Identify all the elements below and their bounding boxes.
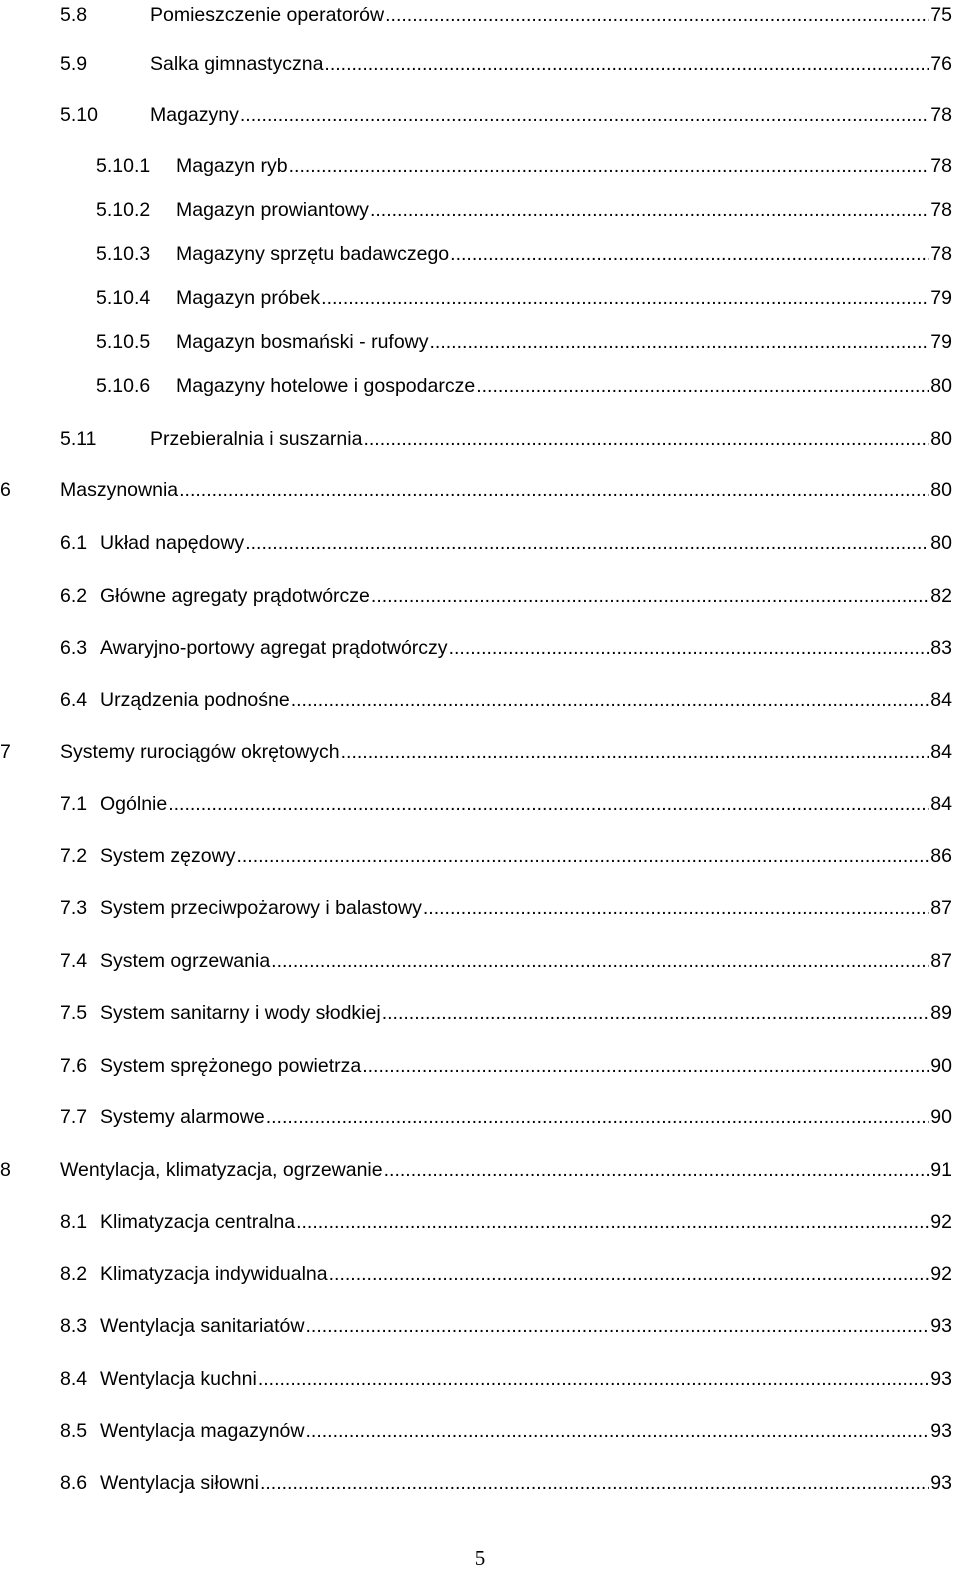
toc-entry-title: Układ napędowy bbox=[100, 532, 245, 554]
toc-entry-number: 6.4 bbox=[60, 689, 88, 711]
dot-leader bbox=[240, 100, 929, 130]
toc-entry-title: Magazyny bbox=[150, 104, 239, 126]
toc-entry[interactable] bbox=[60, 100, 952, 130]
toc-entry-title: Magazyn bosmański - rufowy bbox=[176, 331, 429, 353]
toc-entry-page: 80 bbox=[930, 532, 952, 554]
toc-entry-page: 76 bbox=[930, 53, 952, 75]
toc-entry[interactable] bbox=[60, 424, 952, 454]
toc-entry-number: 6 bbox=[0, 479, 11, 501]
toc-entry-number: 5.10.6 bbox=[96, 375, 151, 397]
toc-entry[interactable] bbox=[60, 946, 952, 976]
toc-entry-page: 82 bbox=[930, 585, 952, 607]
dot-leader bbox=[291, 685, 930, 715]
toc-entry[interactable] bbox=[96, 371, 952, 401]
toc-entry[interactable] bbox=[60, 1364, 952, 1394]
toc-entry-number: 5.10.1 bbox=[96, 155, 151, 177]
dot-leader bbox=[289, 151, 930, 181]
toc-entry-page: 84 bbox=[930, 741, 952, 763]
toc-entry[interactable] bbox=[60, 1311, 952, 1341]
toc-entry-number: 7.6 bbox=[60, 1055, 88, 1077]
toc-entry[interactable] bbox=[60, 1259, 952, 1289]
toc-entry-page: 78 bbox=[930, 243, 952, 265]
toc-entry-page: 90 bbox=[930, 1055, 952, 1077]
toc-entry-number: 5.9 bbox=[60, 53, 88, 75]
dot-leader bbox=[385, 0, 929, 30]
dot-leader bbox=[236, 841, 929, 871]
toc-entry-page: 87 bbox=[930, 897, 952, 919]
toc-entry-title: Magazyn ryb bbox=[176, 155, 288, 177]
toc-entry-number: 5.10.4 bbox=[96, 287, 151, 309]
toc-entry-title: Wentylacja, klimatyzacja, ogrzewanie bbox=[60, 1159, 383, 1181]
toc-entry-page: 78 bbox=[930, 104, 952, 126]
toc-entry-page: 89 bbox=[930, 1002, 952, 1024]
dot-leader bbox=[329, 1259, 930, 1289]
toc-entry-page: 90 bbox=[930, 1106, 952, 1128]
toc-entry[interactable] bbox=[0, 737, 952, 767]
toc-entry-page: 93 bbox=[930, 1368, 952, 1390]
dot-leader bbox=[321, 283, 929, 313]
toc-entry-number: 7.1 bbox=[60, 793, 88, 815]
dot-leader bbox=[363, 424, 929, 454]
dot-leader bbox=[341, 737, 930, 767]
toc-entry[interactable] bbox=[60, 789, 952, 819]
toc-entry[interactable] bbox=[96, 327, 952, 357]
toc-entry-page: 83 bbox=[930, 637, 952, 659]
toc-entry-title: Systemy alarmowe bbox=[100, 1106, 265, 1128]
dot-leader bbox=[450, 239, 929, 269]
toc-entry[interactable] bbox=[60, 685, 952, 715]
dot-leader bbox=[384, 1155, 930, 1185]
dot-leader bbox=[266, 1102, 930, 1132]
dot-leader bbox=[271, 946, 929, 976]
dot-leader bbox=[430, 327, 930, 357]
toc-entry-page: 80 bbox=[930, 479, 952, 501]
toc-entry-number: 8.3 bbox=[60, 1315, 88, 1337]
dot-leader bbox=[168, 789, 929, 819]
dot-leader bbox=[371, 581, 929, 611]
toc-entry-number: 6.1 bbox=[60, 532, 88, 554]
toc-entry[interactable] bbox=[60, 633, 952, 663]
toc-entry-title: Magazyn prowiantowy bbox=[176, 199, 369, 221]
toc-entry-number: 8.4 bbox=[60, 1368, 88, 1390]
dot-leader bbox=[260, 1468, 929, 1498]
toc-entry-number: 8.1 bbox=[60, 1211, 88, 1233]
dot-leader bbox=[362, 1051, 929, 1081]
toc-entry-page: 92 bbox=[930, 1211, 952, 1233]
dot-leader bbox=[179, 475, 929, 505]
toc-entry-number: 7.4 bbox=[60, 950, 88, 972]
toc-entry-number: 5.10.3 bbox=[96, 243, 151, 265]
toc-entry[interactable] bbox=[60, 1207, 952, 1237]
toc-entry-page: 80 bbox=[930, 375, 952, 397]
toc-entry-title: Magazyn próbek bbox=[176, 287, 321, 309]
toc-entry[interactable] bbox=[0, 1155, 952, 1185]
toc-entry[interactable] bbox=[60, 841, 952, 871]
toc-entry[interactable] bbox=[60, 49, 952, 79]
toc-entry-page: 91 bbox=[930, 1159, 952, 1181]
toc-entry-number: 5.10 bbox=[60, 104, 98, 126]
toc-entry-page: 84 bbox=[930, 689, 952, 711]
toc-entry-title: System przeciwpożarowy i balastowy bbox=[100, 897, 422, 919]
toc-entry[interactable] bbox=[96, 151, 952, 181]
toc-entry-title: Maszynownia bbox=[60, 479, 179, 501]
toc-entry[interactable] bbox=[60, 1102, 952, 1132]
toc-entry[interactable] bbox=[60, 1051, 952, 1081]
toc-entry[interactable] bbox=[60, 998, 952, 1028]
toc-entry-title: Systemy rurociągów okrętowych bbox=[60, 741, 340, 763]
toc-entry-number: 8 bbox=[0, 1159, 11, 1181]
toc-entry-title: Wentylacja siłowni bbox=[100, 1472, 259, 1494]
page-number: 5 bbox=[474, 1546, 486, 1570]
dot-leader bbox=[305, 1416, 929, 1446]
dot-leader bbox=[423, 893, 929, 923]
toc-entry-page: 78 bbox=[930, 199, 952, 221]
toc-entry-title: Główne agregaty prądotwórcze bbox=[100, 585, 370, 607]
dot-leader bbox=[382, 998, 930, 1028]
toc-entry[interactable] bbox=[60, 1416, 952, 1446]
toc-entry-title: Urządzenia podnośne bbox=[100, 689, 290, 711]
toc-entry-title: Salka gimnastyczna bbox=[150, 53, 324, 75]
toc-entry-number: 5.10.2 bbox=[96, 199, 151, 221]
toc-entry-title: System ogrzewania bbox=[100, 950, 271, 972]
toc-entry-number: 5.11 bbox=[60, 428, 97, 450]
toc-entry-title: System sanitarny i wody słodkiej bbox=[100, 1002, 381, 1024]
toc-entry-number: 6.3 bbox=[60, 637, 88, 659]
toc-entry-title: Magazyny hotelowe i gospodarcze bbox=[176, 375, 476, 397]
dot-leader bbox=[296, 1207, 929, 1237]
toc-entry[interactable] bbox=[96, 195, 952, 225]
toc-entry-title: Wentylacja magazynów bbox=[100, 1420, 305, 1442]
toc-entry-page: 79 bbox=[930, 331, 952, 353]
toc-entry-page: 75 bbox=[930, 4, 952, 26]
toc-entry-number: 7.3 bbox=[60, 897, 88, 919]
toc-entry[interactable] bbox=[0, 475, 952, 505]
toc-entry-title: Ogólnie bbox=[100, 793, 168, 815]
toc-entry-page: 93 bbox=[930, 1472, 952, 1494]
toc-entry-page: 80 bbox=[930, 428, 952, 450]
toc-entry-page: 84 bbox=[930, 793, 952, 815]
toc-entry-title: System zęzowy bbox=[100, 845, 236, 867]
toc-entry-title: Klimatyzacja indywidualna bbox=[100, 1263, 328, 1285]
dot-leader bbox=[305, 1311, 929, 1341]
toc-entry-number: 8.5 bbox=[60, 1420, 88, 1442]
dot-leader bbox=[370, 195, 929, 225]
dot-leader bbox=[245, 528, 929, 558]
toc-entry-title: System sprężonego powietrza bbox=[100, 1055, 362, 1077]
toc-entry-title: Klimatyzacja centralna bbox=[100, 1211, 296, 1233]
toc-entry[interactable] bbox=[96, 283, 952, 313]
toc-entry-number: 5.10.5 bbox=[96, 331, 151, 353]
toc-entry[interactable] bbox=[60, 0, 952, 30]
toc-entry-page: 78 bbox=[930, 155, 952, 177]
toc-entry-page: 86 bbox=[930, 845, 952, 867]
toc-entry-number: 5.8 bbox=[60, 4, 88, 26]
toc-entry[interactable] bbox=[60, 581, 952, 611]
dot-leader bbox=[449, 633, 930, 663]
toc-entry[interactable] bbox=[96, 239, 952, 269]
toc-entry-page: 87 bbox=[930, 950, 952, 972]
dot-leader bbox=[324, 49, 929, 79]
toc-entry-title: Pomieszczenie operatorów bbox=[150, 4, 385, 26]
toc-entry-page: 92 bbox=[930, 1263, 952, 1285]
toc-entry[interactable] bbox=[60, 528, 952, 558]
dot-leader bbox=[258, 1364, 929, 1394]
toc-entry-page: 79 bbox=[930, 287, 952, 309]
toc-entry-title: Magazyny sprzętu badawczego bbox=[176, 243, 450, 265]
toc-entry-page: 93 bbox=[930, 1420, 952, 1442]
toc-entry-number: 7 bbox=[0, 741, 11, 763]
toc-entry-number: 8.2 bbox=[60, 1263, 88, 1285]
dot-leader bbox=[476, 371, 929, 401]
toc-entry[interactable] bbox=[60, 893, 952, 923]
toc-entry-title: Wentylacja sanitariatów bbox=[100, 1315, 305, 1337]
toc-entry-number: 6.2 bbox=[60, 585, 88, 607]
toc-entry-number: 8.6 bbox=[60, 1472, 88, 1494]
toc-entry[interactable] bbox=[60, 1468, 952, 1498]
toc-entry-page: 93 bbox=[930, 1315, 952, 1337]
toc-entry-number: 7.7 bbox=[60, 1106, 88, 1128]
toc-entry-number: 7.5 bbox=[60, 1002, 88, 1024]
toc-entry-title: Awaryjno-portowy agregat prądotwórczy bbox=[100, 637, 448, 659]
toc-entry-title: Przebieralnia i suszarnia bbox=[150, 428, 363, 450]
toc-entry-number: 7.2 bbox=[60, 845, 88, 867]
toc-entry-title: Wentylacja kuchni bbox=[100, 1368, 257, 1390]
